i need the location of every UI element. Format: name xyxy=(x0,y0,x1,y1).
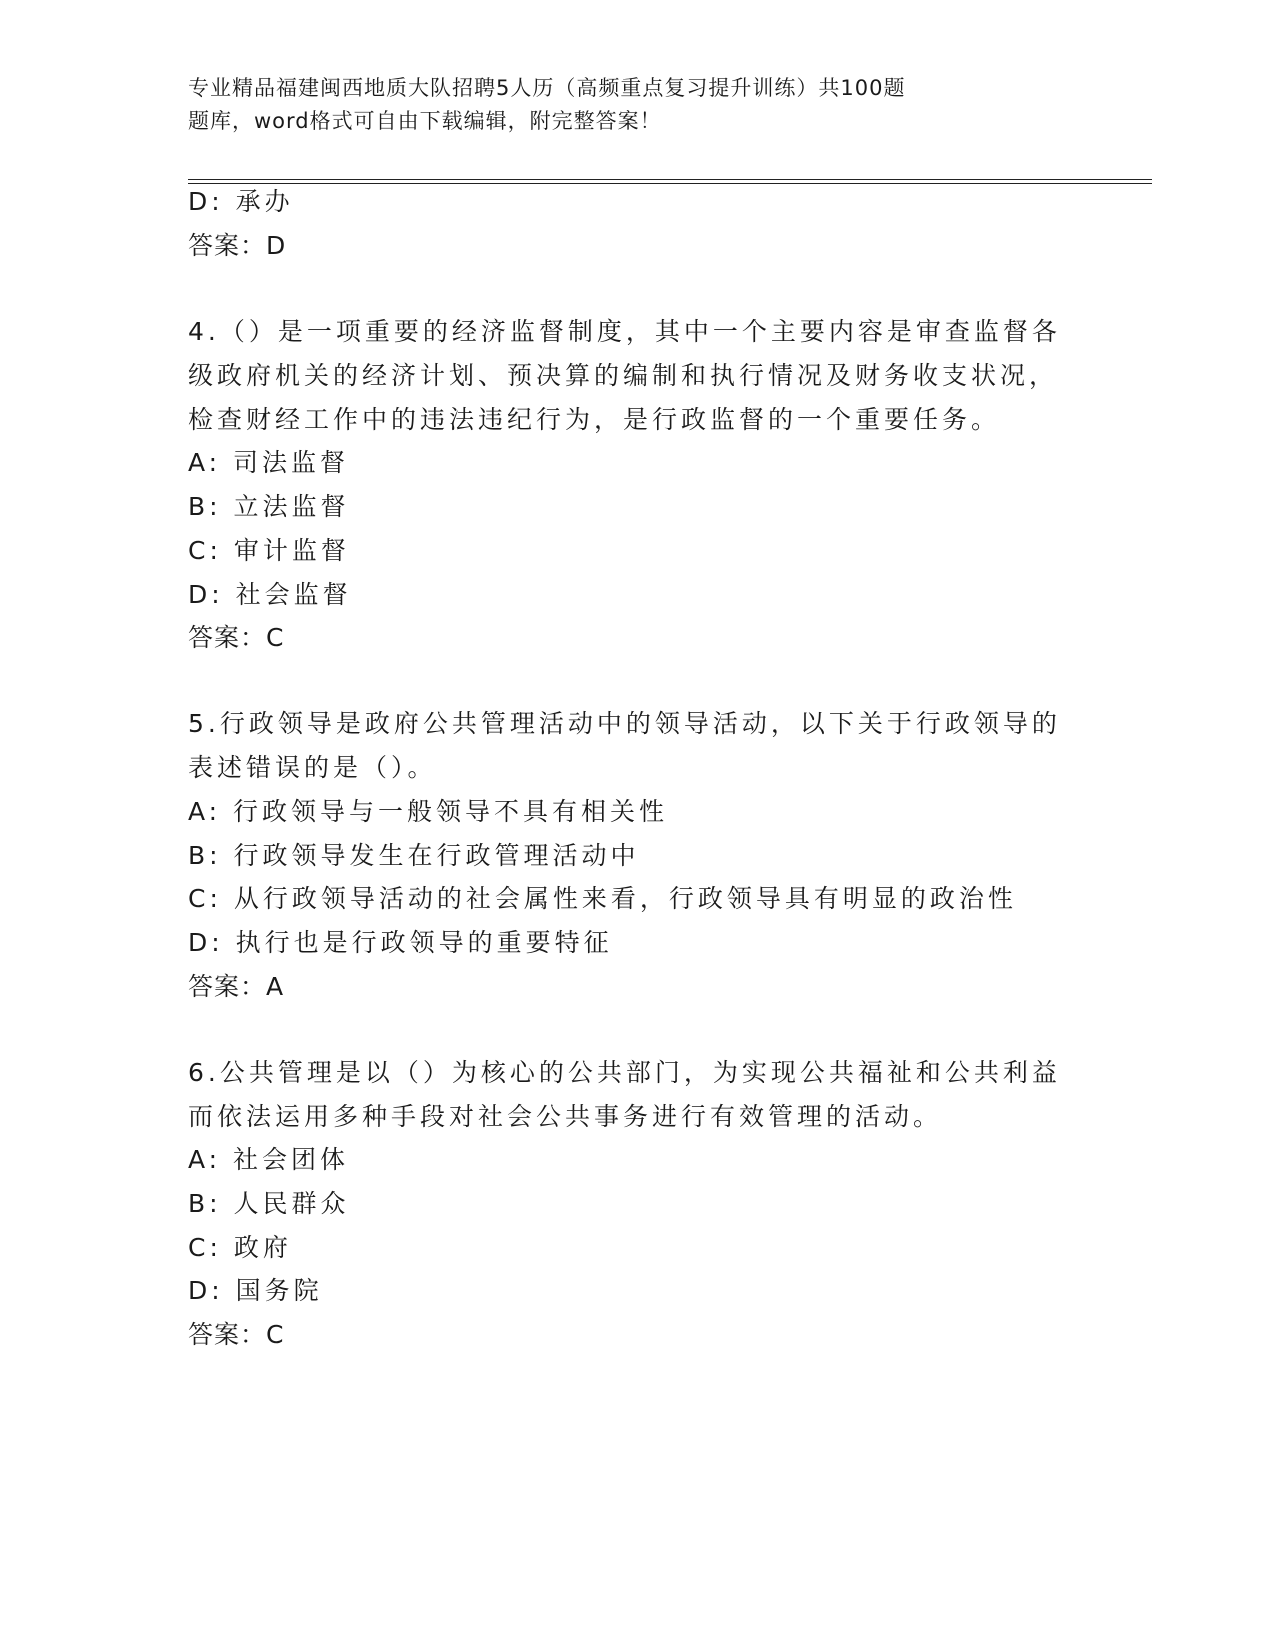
prev-option-d: D: 承办 xyxy=(188,187,294,216)
document-header xyxy=(188,72,1048,138)
q5-answer: 答案：A xyxy=(188,972,285,1001)
q5-option-a: A: 行政领导与一般领导不具有相关性 xyxy=(188,797,669,826)
q4-answer: 答案：C xyxy=(188,623,285,652)
q5-option-b: B: 行政领导发生在行政管理活动中 xyxy=(188,841,640,870)
q6-answer: 答案：C xyxy=(188,1320,285,1349)
header-divider-top xyxy=(188,179,1152,180)
q5-option-d: D: 执行也是行政领导的重要特征 xyxy=(188,928,613,957)
q6-option-d: D: 国务院 xyxy=(188,1276,323,1305)
q4-option-b: B: 立法监督 xyxy=(188,492,350,521)
q5-option-c: C: 从行政领导活动的社会属性来看，行政领导具有明显的政治性 xyxy=(188,884,1017,913)
q4-option-d: D: 社会监督 xyxy=(188,580,352,609)
q4-stem-line-2: 级政府机关的经济计划、预决算的编制和执行情况及财务收支状况， xyxy=(188,361,1059,390)
q6-option-a: A: 社会团体 xyxy=(188,1145,350,1174)
q6-stem-line-2: 而依法运用多种手段对社会公共事务进行有效管理的活动。 xyxy=(188,1102,943,1131)
q4-option-a: A: 司法监督 xyxy=(188,448,350,477)
header-divider-bottom xyxy=(188,183,1152,184)
q4-stem-line-3: 检查财经工作中的违法违纪行为，是行政监督的一个重要任务。 xyxy=(188,405,1001,434)
q5-stem-line-2: 表述错误的是（）。 xyxy=(188,753,437,782)
q6-option-b: B: 人民群众 xyxy=(188,1189,350,1218)
q4-stem-line-1: 4.（）是一项重要的经济监督制度，其中一个主要内容是审查监督各 xyxy=(188,317,1061,346)
header-title-line-1: 专业精品福建闽西地质大队招聘5人历（高频重点复习提升训练）共100题 xyxy=(188,76,906,100)
prev-answer: 答案：D xyxy=(188,231,287,260)
q6-stem-line-1: 6.公共管理是以（）为核心的公共部门，为实现公共福祉和公共利益 xyxy=(188,1058,1061,1087)
header-title-line-2: 题库，word格式可自由下载编辑，附完整答案！ xyxy=(188,109,662,133)
q5-stem-line-1: 5.行政领导是政府公共管理活动中的领导活动，以下关于行政领导的 xyxy=(188,709,1061,738)
q6-option-c: C: 政府 xyxy=(188,1233,292,1262)
q4-option-c: C: 审计监督 xyxy=(188,536,350,565)
